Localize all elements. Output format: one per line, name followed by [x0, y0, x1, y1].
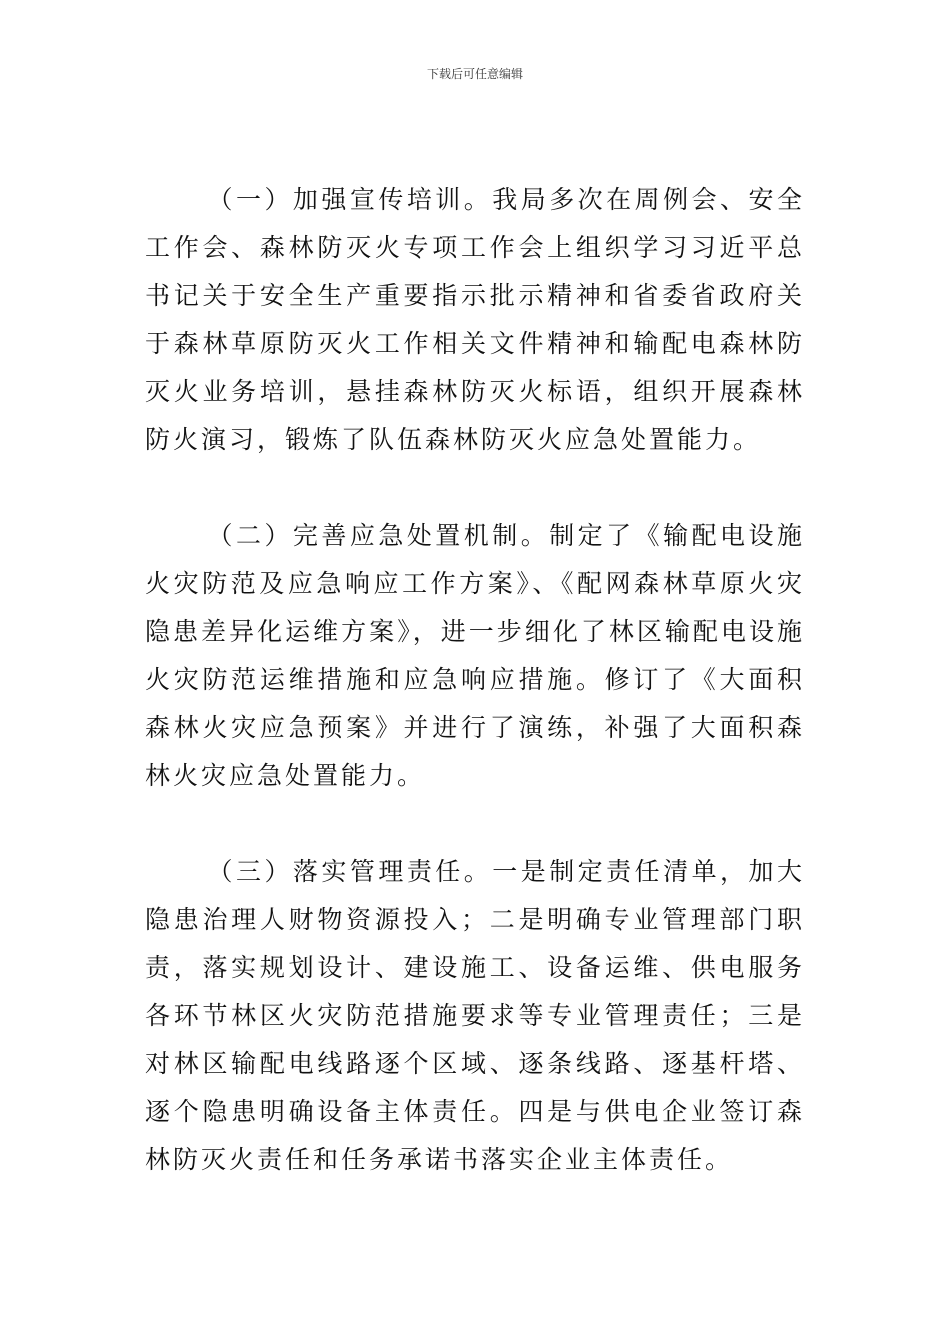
paragraph-2: （二）完善应急处置机制。制定了《输配电设施火灾防范及应急响应工作方案》、《配网森林草原火灾隐患差异化运维方案》，进一步细化了林区输配电设施火灾防范运维措施和应急响应措施。修订了《大面积森林火灾应急预案》并进行了演练，补强了大面积森林火灾应急处置能力。	[145, 521, 805, 790]
page-header: 下载后可任意编辑	[426, 67, 523, 81]
paragraph-3: （三）落实管理责任。一是制定责任清单，加大隐患治理人财物资源投入；二是明确专业管理部门职责，落实规划设计、建设施工、设备运维、供电服务各环节林区火灾防范措施要求等专业管理责任；三是对林区输配电线路逐个区域、逐条线路、逐基杆塔、逐个隐患明确设备主体责任。四是与供电企业签订森林防灭火责任和任务承诺书落实企业主体责任。	[145, 857, 805, 1174]
document-body	[145, 176, 805, 1184]
paragraph-spacer	[145, 800, 805, 848]
paragraph-spacer	[145, 464, 805, 512]
paragraph-1: （一）加强宣传培训。我局多次在周例会、安全工作会、森林防灭火专项工作会上组织学习习近平总书记关于安全生产重要指示批示精神和省委省政府关于森林草原防灭火工作相关文件精神和输配电森林防灭火业务培训，悬挂森林防灭火标语，组织开展森林防火演习，锻炼了队伍森林防灭火应急处置能力。	[145, 185, 805, 454]
